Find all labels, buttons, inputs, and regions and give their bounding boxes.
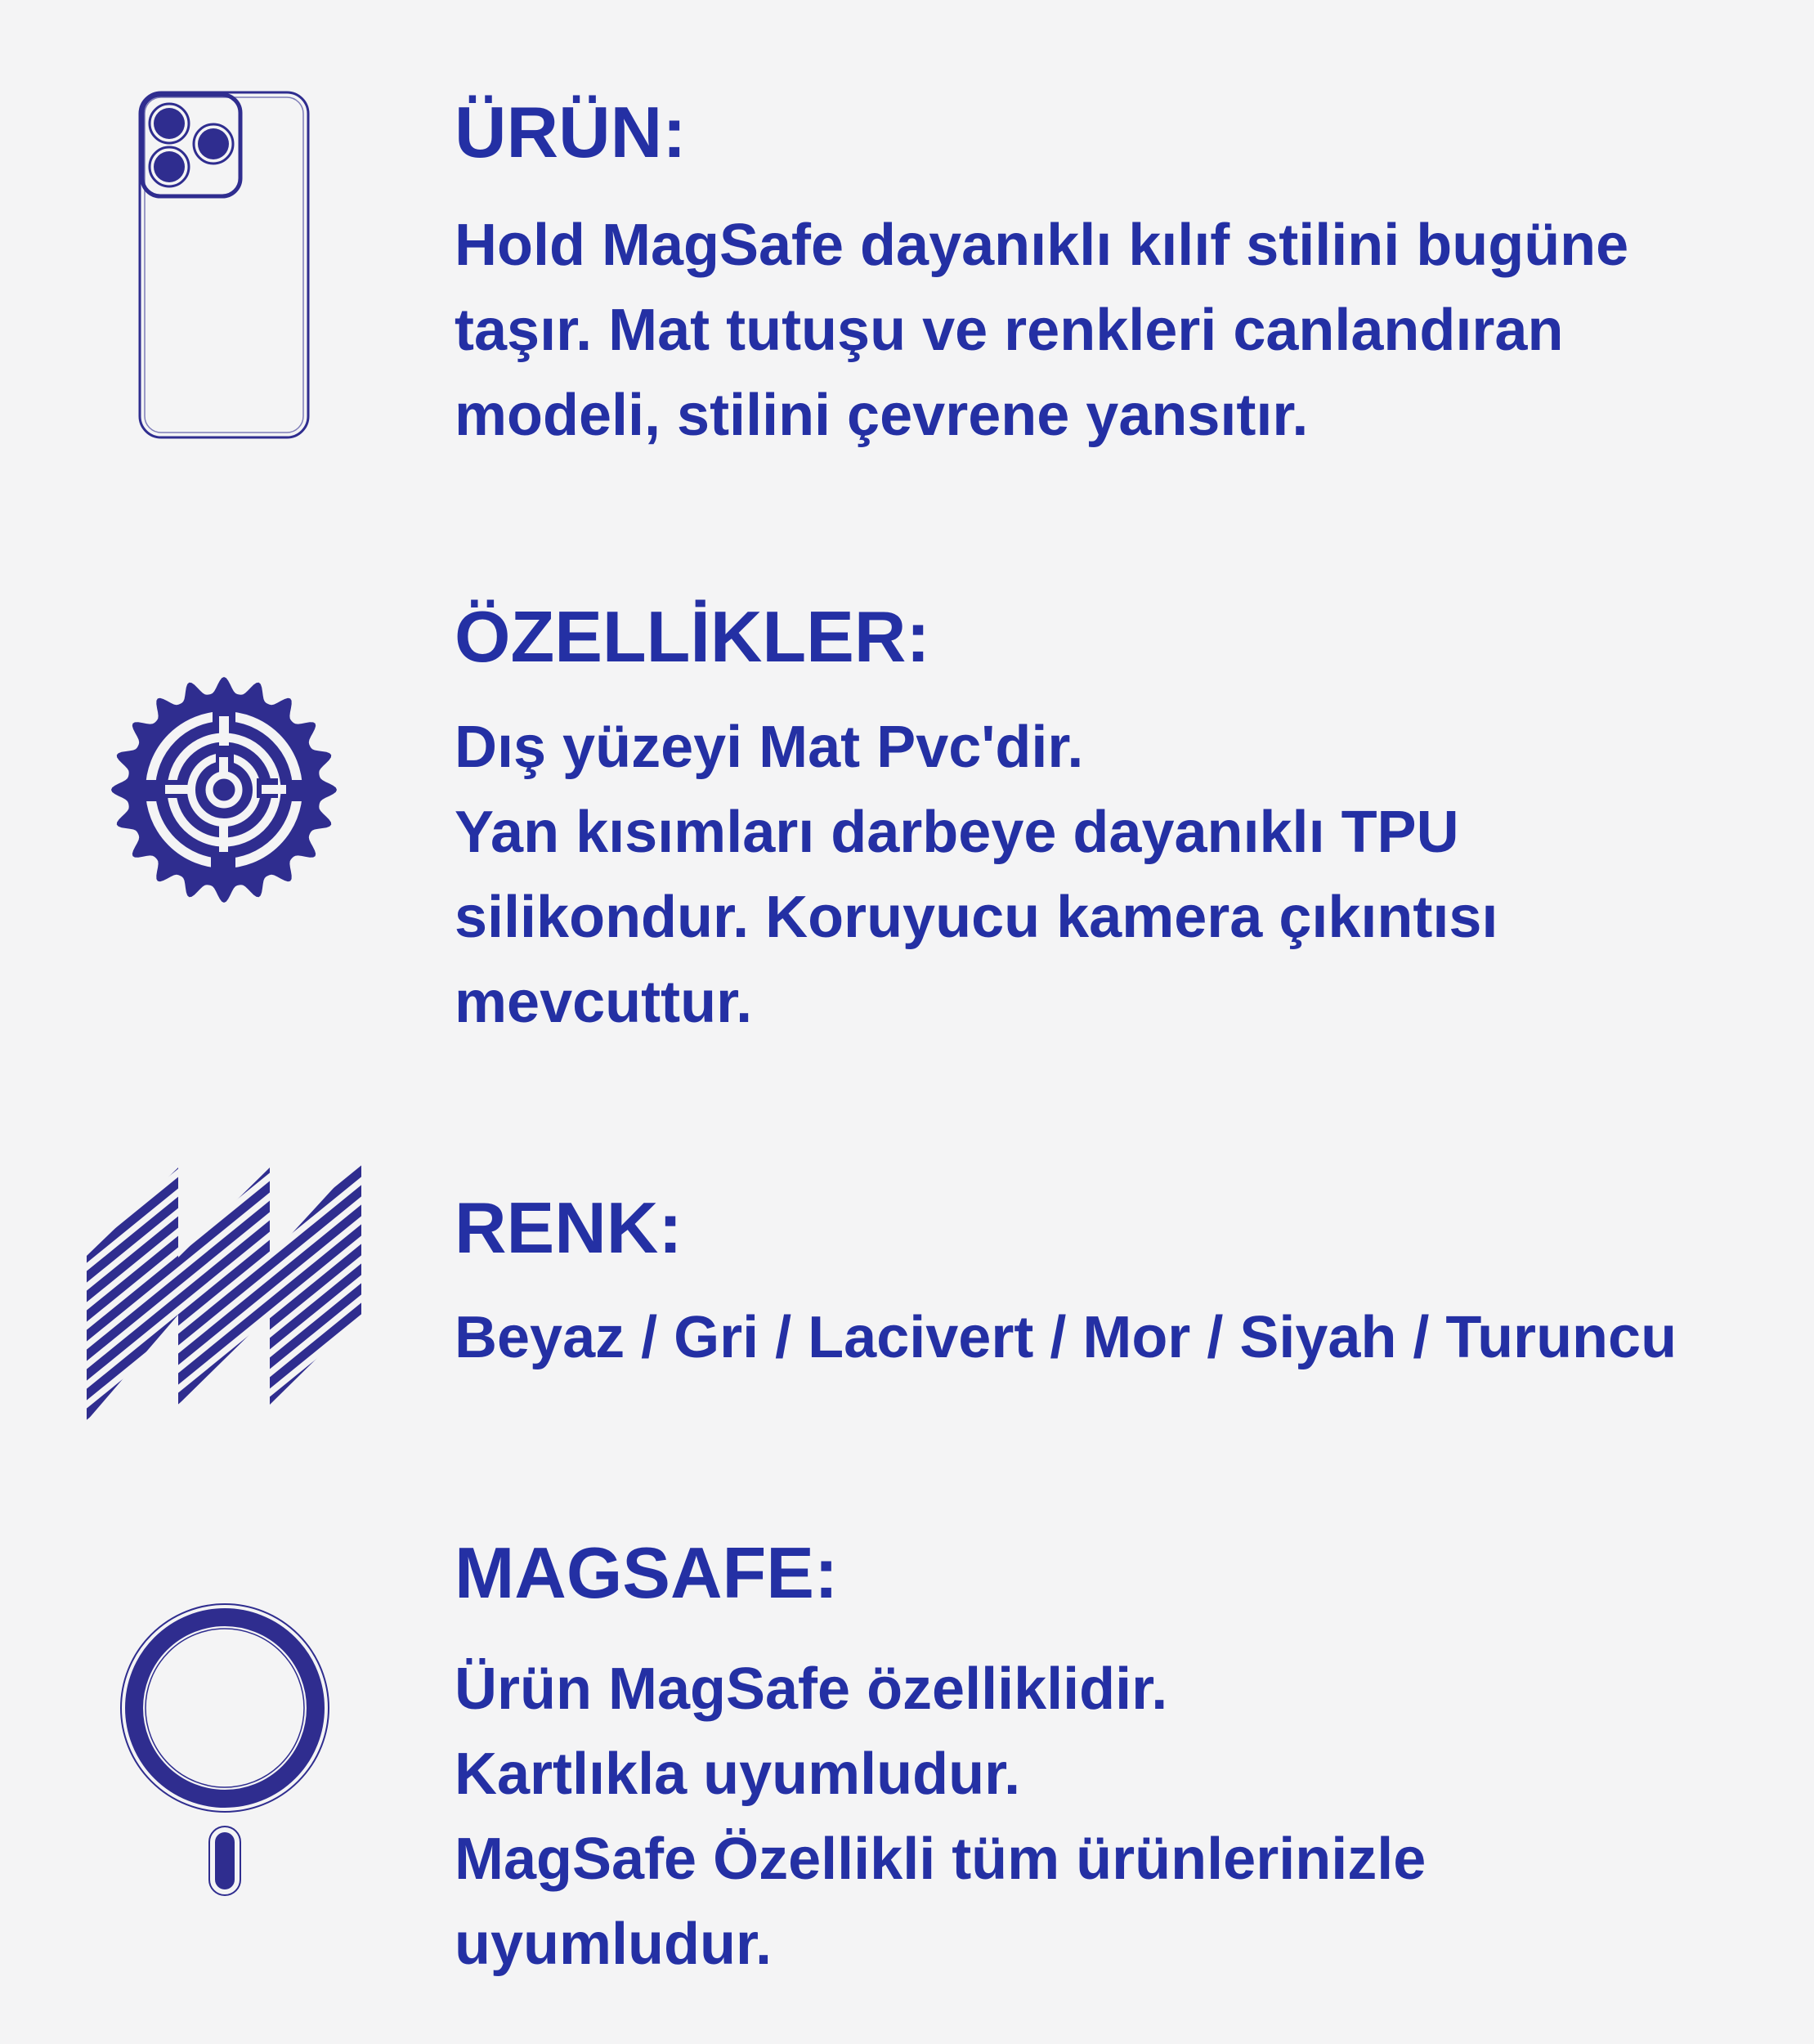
stripe	[87, 1413, 361, 1421]
stripe	[87, 1158, 361, 1421]
magsafe-ring-icon	[118, 1601, 332, 1897]
description-line: uyumludur.	[455, 1912, 773, 1977]
section-heading: ÜRÜN:	[455, 92, 687, 173]
description-line: mevcuttur.	[455, 970, 753, 1035]
stripe	[87, 1374, 361, 1421]
description-line: Kartlıkla uyumludur.	[455, 1741, 1021, 1807]
striped-m-icon	[87, 1158, 361, 1421]
description-line: taşır. Mat tutuşu ve renkleri canlandıran	[455, 298, 1564, 363]
description-line: Dış yüzeyi Mat Pvc'dir.	[455, 715, 1084, 780]
stripe	[87, 1158, 361, 1271]
stripe	[87, 1158, 361, 1421]
description-line: Ürün MagSafe özelliklidir.	[455, 1656, 1168, 1722]
stripe	[87, 1158, 361, 1192]
description-line: Hold MagSafe dayanıklı kılıf stilini bugüne	[455, 213, 1629, 278]
section-description	[455, 1295, 1677, 1380]
stripe	[87, 1158, 361, 1421]
stripe	[87, 1158, 361, 1421]
section-description	[455, 1647, 1426, 1987]
color-options: Beyaz / Gri / Lacivert / Mor / Siyah / Turuncu	[455, 1305, 1677, 1370]
description-line: MagSafe Özellikli tüm ürünlerinizle	[455, 1827, 1427, 1892]
description-line: silikondur. Koruyucu kamera çıkıntısı	[455, 885, 1498, 950]
gear-maze-icon	[110, 675, 338, 904]
phone-back-icon	[137, 90, 311, 440]
stripe	[87, 1315, 361, 1421]
description-line: modeli, stilini çevrene yansıtır.	[455, 383, 1309, 448]
stripe	[87, 1197, 361, 1421]
stripe	[87, 1158, 361, 1421]
stripe	[87, 1158, 361, 1388]
description-line: Yan kısımları darbeye dayanıklı TPU	[455, 800, 1459, 865]
section-heading: MAGSAFE:	[455, 1532, 839, 1613]
section-description	[455, 705, 1498, 1045]
stripe	[87, 1158, 361, 1421]
section-heading: RENK:	[455, 1187, 683, 1268]
section-description	[455, 203, 1628, 458]
stripe	[87, 1393, 361, 1421]
stripe	[87, 1158, 361, 1172]
section-heading: ÖZELLİKLER:	[455, 596, 930, 677]
